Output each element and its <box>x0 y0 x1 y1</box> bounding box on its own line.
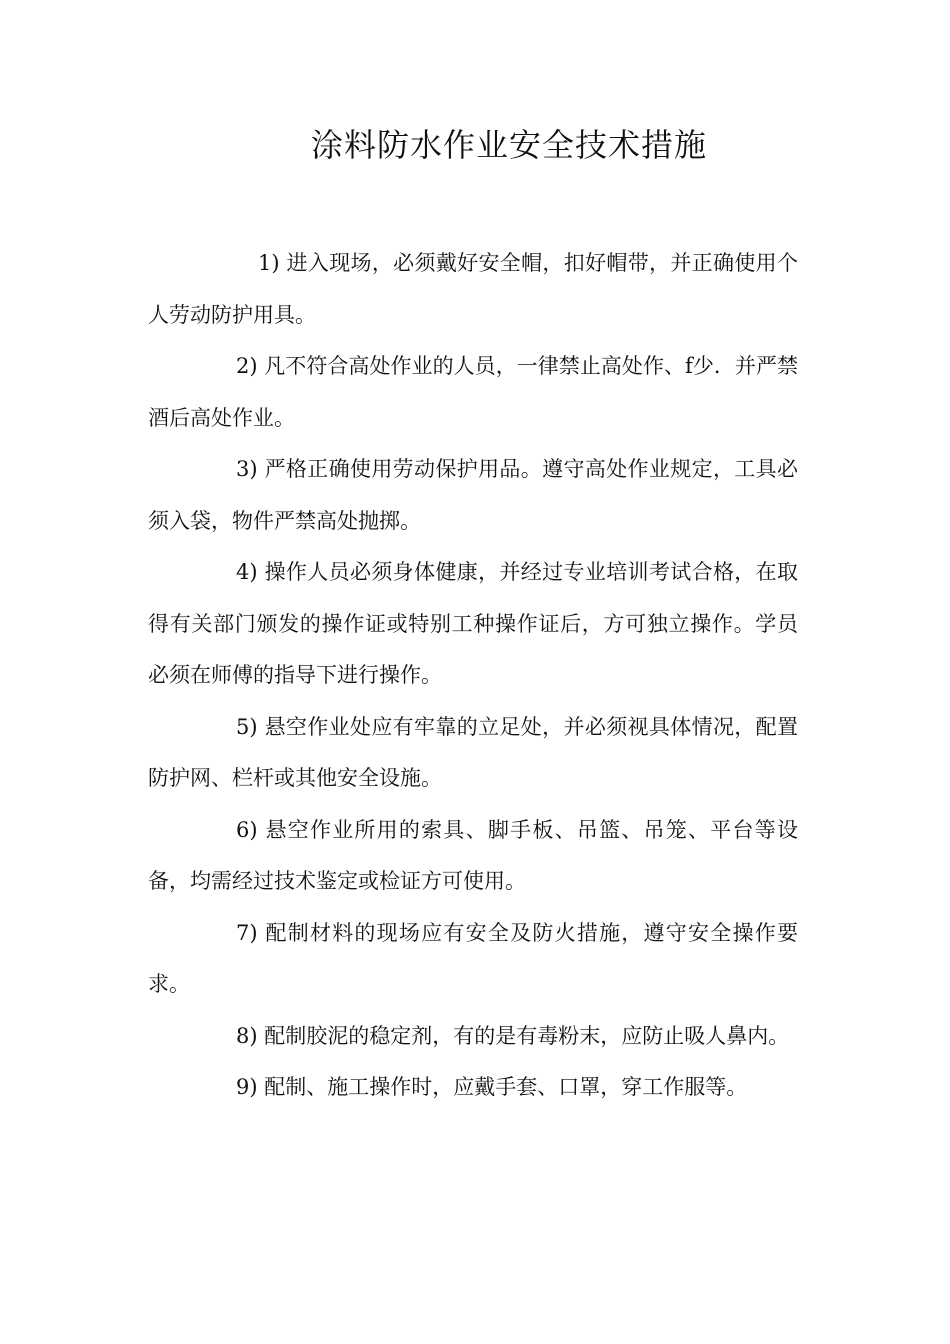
paragraph-6: 6) 悬空作业所用的索具、脚手板、吊篮、吊笼、平台等设备，均需经过技术鉴定或检证方可使用。 <box>148 817 798 893</box>
paragraph-4: 4) 操作人员必须身体健康，并经过专业培训考试合格，在取得有关部门颁发的操作证或特别工种操作证后，方可独立操作。学员必须在师傅的指导下进行操作。 <box>148 560 798 687</box>
document-title: 涂料防水作业安全技术措施 <box>310 126 707 164</box>
paragraph-5: 5) 悬空作业处应有牢靠的立足处，并必须视具体情况，配置防护网、栏杆或其他安全设施。 <box>148 714 798 790</box>
document-body <box>148 238 798 1114</box>
paragraph-8: 8) 配制胶泥的稳定剂，有的是有毒粉末，应防止吸人鼻内。 <box>236 1023 790 1048</box>
paragraph-9: 9) 配制、施工操作时，应戴手套、口罩，穿工作服等。 <box>236 1075 748 1099</box>
paragraph-2: 2) 凡不符合高处作业的人员，一律禁止高处作、f少．并严禁酒后高处作业。 <box>148 354 798 430</box>
paragraph-3: 3) 严格正确使用劳动保护用品。遵守高处作业规定，工具必须入袋，物件严禁高处抛掷。 <box>148 457 798 533</box>
paragraph-1: 1) 进入现场，必须戴好安全帽，扣好帽带，并正确使用个人劳动防护用具。 <box>148 251 798 327</box>
paragraph-7: 7) 配制材料的现场应有安全及防火措施，遵守安全操作要求。 <box>148 920 798 996</box>
